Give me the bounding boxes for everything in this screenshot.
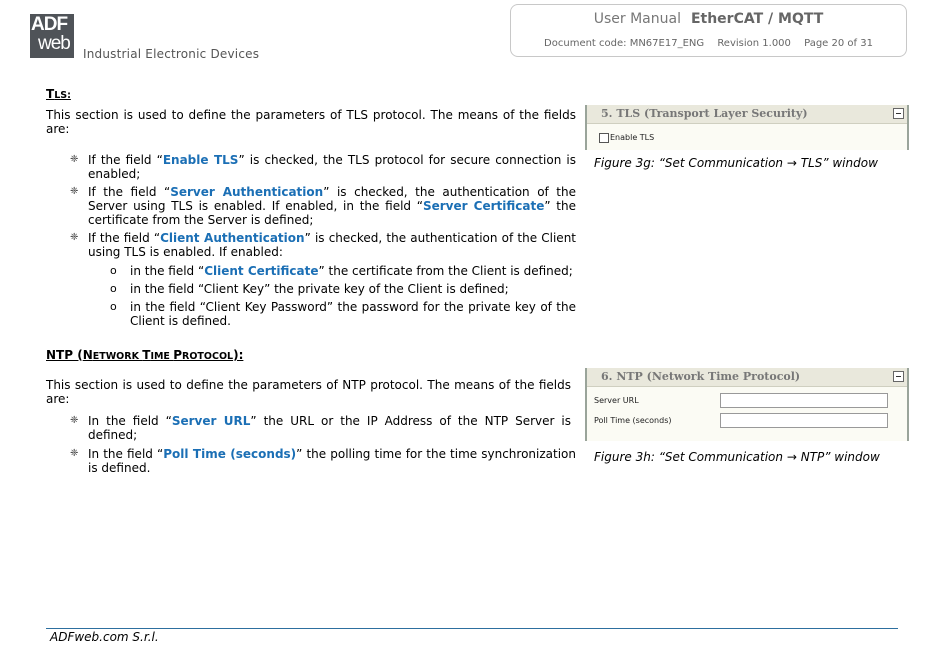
header-title	[511, 11, 906, 27]
sub-bullet-icon: o	[110, 282, 117, 295]
logo-text-adf: ADF	[31, 14, 68, 35]
collapse-icon[interactable]	[893, 371, 904, 382]
server-url-input[interactable]	[720, 393, 888, 408]
logo-text-web: web	[38, 33, 70, 54]
ntp-figure-caption: Figure 3h: “Set Communication → NTP” window	[594, 450, 880, 464]
enable-tls-label: Enable TLS	[610, 133, 655, 142]
bullet-icon: ❈	[70, 154, 79, 165]
sub-bullet-icon: o	[110, 264, 117, 277]
bullet-icon: ❈	[70, 415, 79, 426]
ntp-panel-title: 6. NTP (Network Time Protocol)	[601, 370, 801, 383]
document-code: Document code: MN67E17_ENG	[544, 38, 705, 49]
poll-time-input[interactable]	[720, 413, 888, 428]
manual-label: User Manual	[593, 11, 681, 27]
header-meta	[511, 38, 906, 49]
tls-panel-title: 5. TLS (Transport Layer Security)	[601, 107, 808, 120]
company-tagline: Industrial Electronic Devices	[83, 47, 260, 61]
tls-section-title: TLS:	[46, 87, 71, 101]
tls-panel-header	[587, 105, 907, 124]
header-box	[510, 4, 907, 57]
poll-time-label: Poll Time (seconds)	[594, 416, 672, 425]
product-name: EtherCAT / MQTT	[690, 11, 824, 27]
footer-company: ADFweb.com S.r.l.	[50, 630, 159, 644]
tls-intro: This section is used to define the parameters of TLS protocol. The means of the fields are:	[46, 108, 576, 136]
revision: Revision 1.000	[717, 38, 791, 49]
bullet-icon: ❈	[70, 448, 79, 459]
enable-tls-checkbox[interactable]	[599, 133, 609, 143]
sub-bullet-icon: o	[110, 300, 117, 313]
ntp-intro: This section is used to define the parameters of NTP protocol. The means of the fields are:	[46, 378, 571, 406]
collapse-icon[interactable]	[893, 108, 904, 119]
ntp-section-title: NTP (NETWORK TIME PROTOCOL):	[46, 348, 244, 362]
footer-divider	[46, 628, 898, 629]
bullet-icon: ❈	[70, 186, 79, 197]
ntp-panel-header	[587, 368, 907, 387]
bullet-icon: ❈	[70, 232, 79, 243]
tls-figure-caption: Figure 3g: “Set Communication → TLS” window	[594, 156, 878, 170]
page-number: Page 20 of 31	[804, 38, 873, 49]
tls-panel	[585, 105, 909, 150]
adfweb-logo	[30, 14, 74, 58]
ntp-panel	[585, 368, 909, 441]
server-url-label: Server URL	[594, 396, 639, 405]
